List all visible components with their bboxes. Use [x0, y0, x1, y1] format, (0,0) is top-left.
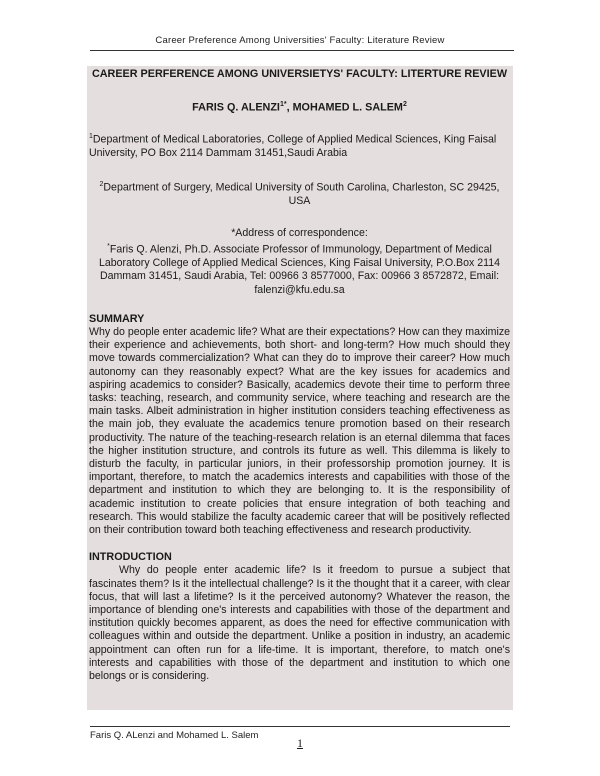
- page-number-value: 1: [297, 736, 303, 750]
- author-1-marker: 1*: [279, 100, 287, 108]
- affiliation-2-text: Department of Surgery, Medical University of South Carolina, Charleston, SC 29425, USA: [103, 181, 500, 207]
- affiliation-1-text: Department of Medical Laboratories, College of Applied Medical Sciences, King Faisal University, PO Box 2114 Dammam 31451,Saudi Arabia: [89, 133, 497, 160]
- affiliation-1: [89, 130, 510, 160]
- correspondence-text: Faris Q. Alenzi, Ph.D. Associate Professor of Immunology, Department of Medical Laboratory College of Applied Medical Sciences, King Faisal University, P.O.Box 2114 Dammam 31451, Saudi Arabia, Tel: 00966 3 8577000, Fax: 00966 3 8572872, Email: falenzi@kfu.edu.sa: [98, 243, 500, 296]
- article-title: CAREER PERFERENCE AMONG UNIVERSIETYS' FACULTY: LITERTURE REVIEW: [91, 68, 508, 80]
- introduction-heading: INTRODUCTION: [89, 551, 172, 564]
- author-separator: ,: [286, 101, 293, 114]
- affiliation-2-marker: 2: [99, 181, 104, 189]
- summary-paragraph: Why do people enter academic life? What are their expectations? How can they maximize their experience and achievements, both short- and long-term? How much should they move towards commercialization? What can they do to improve their career? How much autonomy can they reasonably expect? What are the key issues for academics and aspiring academics to consider? Basically, academics devote their time to perform three tasks: teaching, research, and community service, where teaching and research are the main tasks. Albeit administration in higher institution considers teaching effectiveness as the main job, they evaluate the academics tenure promotion based on their research productivity. The nature of the teaching-research relation is an eternal dilemma that faces the higher institution structure, and controls its future as well. This dilemma is likely to disturb the faculty, in particular juniors, in their professorship promotion journey. It is important, therefore, to match the academics interests and capabilities with those of the department and institution to which they are belonging to. It is the responsibility of academic institution to create policies that ensure integration of both teaching and research. This would stabilize the faculty academic career that will be positively reflected on their contribution toward both teaching effectiveness and research productivity.: [89, 325, 511, 536]
- summary-heading: SUMMARY: [89, 312, 145, 325]
- author-2: MOHAMED L. SALEM: [292, 101, 403, 114]
- footer-authors: Faris Q. ALenzi and Mohamed L. Salem: [90, 730, 259, 741]
- correspondence-heading: *Address of correspondence:: [231, 227, 368, 240]
- page-number: [0, 736, 600, 751]
- author-line: [89, 98, 510, 115]
- article-body: [89, 68, 510, 683]
- introduction-paragraph: Why do people enter academic life? Is it freedom to pursue a subject that fascinates them? Is it the intellectual challenge? Is it the thought that it a career, with clear focus, that will last a lifetime? Is it the perceived autonomy? Whatever the reason, the importance of blending one's interests and capabilities with those of the department and institution quickly becomes apparent, as does the need for effective communication with colleagues within and outside the department. Unlike a position in industry, an academic appointment can often run for a life-time. It is important, therefore, to match one's interests and capabilities with those of the department and institution to which one belongs or is considering.: [89, 564, 510, 682]
- author-1: FARIS Q. ALENZI: [192, 101, 280, 114]
- author-2-marker: 2: [402, 100, 407, 108]
- correspondence-block: [89, 227, 510, 297]
- correspondence-marker: *: [107, 243, 110, 251]
- affiliation-1-marker: 1: [89, 133, 93, 141]
- footer-divider: [90, 726, 510, 727]
- affiliation-2: [89, 178, 510, 208]
- header-divider: [90, 50, 514, 51]
- running-head: Career Preference Among Universities' Faculty: Literature Review: [155, 35, 445, 46]
